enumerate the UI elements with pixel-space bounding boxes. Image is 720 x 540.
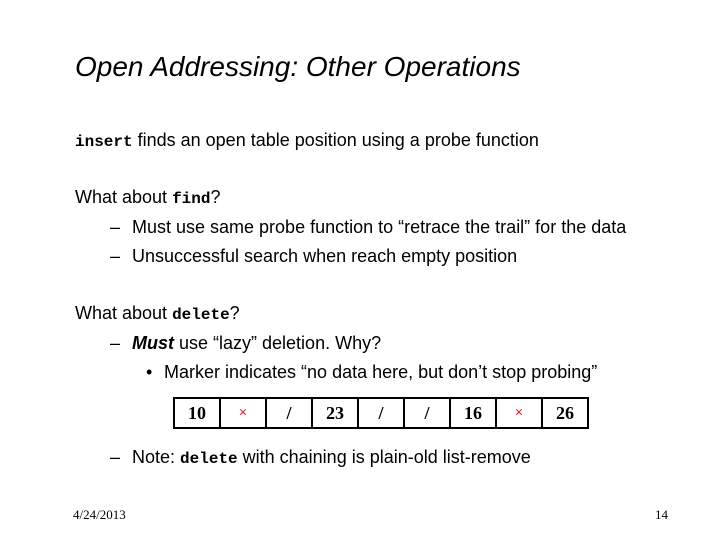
note-pre: Note: (132, 447, 181, 467)
find-bullet-2-text: Unsuccessful search when reach empty position (132, 246, 518, 266)
delete-bullet-1-text: use “lazy” deletion. Why? (174, 333, 382, 353)
must-emphasis: Must (132, 333, 174, 353)
note-bullet (110, 446, 531, 470)
hash-table-row (174, 398, 588, 428)
delete-question-pre: What about (75, 303, 173, 323)
table-cell: 26 (542, 398, 588, 428)
insert-line (75, 129, 539, 153)
empty-cell: / (358, 398, 404, 428)
table-cell: 10 (174, 398, 220, 428)
find-question-pre: What about (75, 187, 173, 207)
find-question (75, 186, 220, 210)
dash-marker: – (110, 447, 121, 467)
find-question-post: ? (210, 187, 221, 207)
insert-code: insert (75, 133, 133, 151)
insert-text: finds an open table position using a probe function (132, 130, 539, 150)
delete-code: delete (172, 306, 230, 324)
find-code: find (172, 190, 211, 208)
find-bullet-1-text: Must use same probe function to “retrace the trail” for the data (132, 217, 627, 237)
empty-cell: / (404, 398, 450, 428)
slide-title: Open Addressing: Other Operations (75, 51, 521, 82)
deleted-marker-cell: × (496, 398, 542, 428)
deleted-marker-cell: × (220, 398, 266, 428)
delete-sub-bullet (146, 361, 597, 383)
note-post: with chaining is plain-old list-remove (237, 447, 531, 467)
table-cell: 16 (450, 398, 496, 428)
note-code: delete (180, 450, 238, 468)
delete-sub-bullet-text: Marker indicates “no data here, but don’t stop probing” (164, 362, 598, 382)
find-bullet-2 (110, 245, 517, 267)
delete-question (75, 302, 240, 326)
empty-cell: / (266, 398, 312, 428)
bullet-marker: • (146, 362, 153, 382)
dash-marker: – (110, 333, 121, 353)
delete-bullet-1 (110, 332, 381, 354)
find-bullet-1 (110, 216, 626, 238)
hash-table (173, 397, 589, 429)
footer-date: 4/24/2013 (73, 507, 126, 522)
page-number: 14 (655, 507, 668, 522)
table-cell: 23 (312, 398, 358, 428)
delete-question-post: ? (229, 303, 240, 323)
dash-marker: – (110, 246, 121, 266)
dash-marker: – (110, 217, 121, 237)
